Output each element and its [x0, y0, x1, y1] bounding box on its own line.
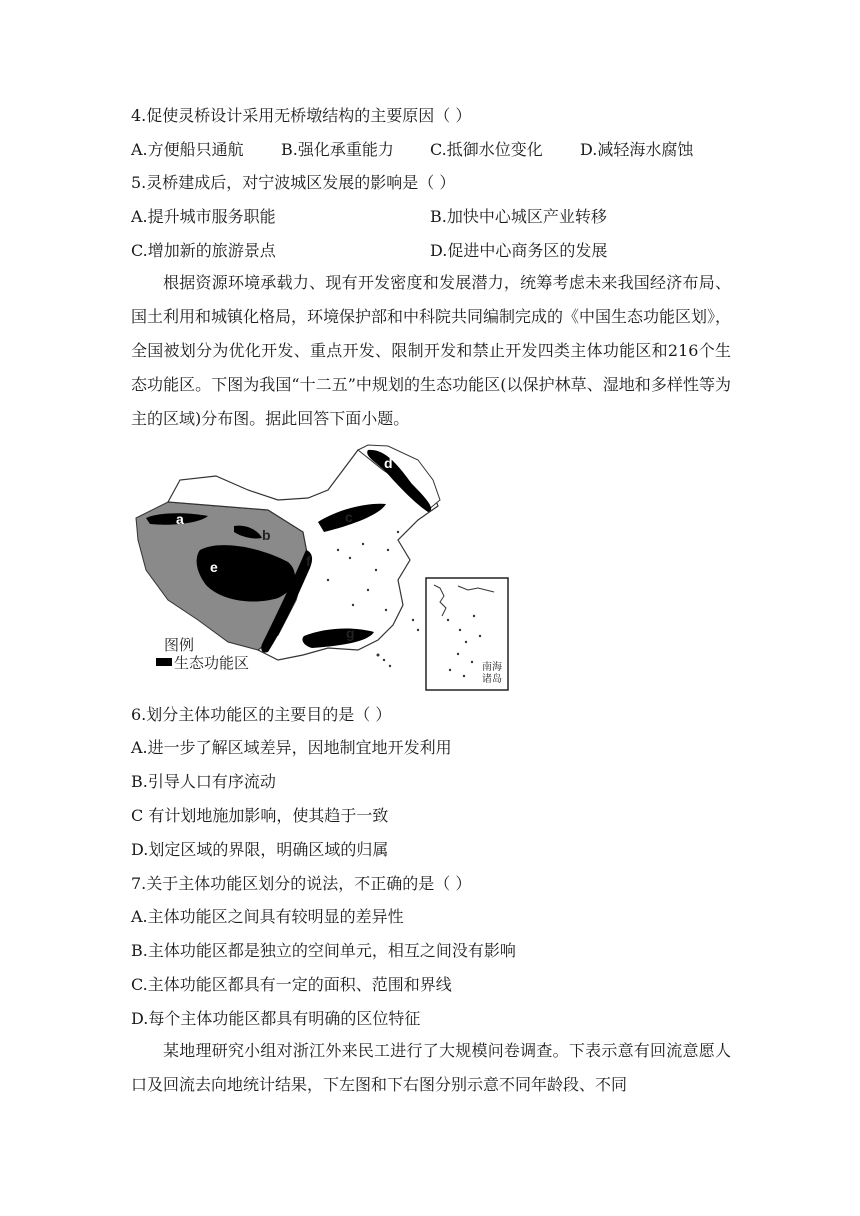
q7-option-c: C.主体功能区都具有一定的面积、范围和界线 [131, 975, 452, 994]
question-5-stem: 5.灵桥建成后，对宁波城区发展的影响是（ ） [131, 173, 456, 192]
q6-option-b: B.引导人口有序流动 [131, 772, 276, 791]
q7-option-d: D.每个主体功能区都具有明确的区位特征 [131, 1009, 421, 1028]
legend-item: 生态功能区 [174, 654, 250, 672]
q4-option-d: D.减轻海水腐蚀 [580, 140, 694, 159]
inset-label-line2: 诸岛 [482, 674, 502, 685]
q5-option-c: C.增加新的旅游景点 [131, 241, 276, 260]
label-f: f [306, 553, 311, 569]
question-6-stem: 6.划分主体功能区的主要目的是（ ） [131, 705, 392, 724]
passage-migrant-survey: 某地理研究小组对浙江外来民工进行了大规模问卷调查。下表示意有回流意愿人口及回流去向地统计结果，下左图和下右图分别示意不同年龄段、不同 [131, 1041, 731, 1094]
china-ecological-zone-map [128, 440, 516, 694]
label-b: b [262, 527, 271, 543]
question-7-stem: 7.关于主体功能区划分的说法，不正确的是（ ） [131, 874, 472, 893]
q5-option-b: B.加快中心城区产业转移 [430, 207, 607, 226]
legend-title: 图例 [164, 636, 195, 654]
label-g: g [346, 625, 355, 641]
q5-option-a: A.提升城市服务职能 [131, 207, 276, 226]
label-d: d [384, 455, 393, 471]
label-e: e [210, 559, 218, 575]
label-c: c [345, 509, 353, 525]
q6-option-d: D.划定区域的界限，明确区域的归属 [131, 840, 389, 859]
q4-option-a: A.方便船只通航 [131, 140, 244, 159]
question-4-stem: 4.促使灵桥设计采用无桥墩结构的主要原因（ ） [131, 106, 472, 125]
q7-option-b: B.主体功能区都是独立的空间单元，相互之间没有影响 [131, 941, 516, 960]
q6-option-c: C 有计划地施加影响，使其趋于一致 [131, 806, 389, 825]
q7-option-a: A.主体功能区之间具有较明显的差异性 [131, 907, 404, 926]
passage-ecological-zones: 根据资源环境承载力、现有开发密度和发展潜力，统筹考虑未来我国经济布局、国土利用和城镇化格局，环境保护部和中科院共同编制完成的《中国生态功能区划》，全国被划分为优化开发、重点开发、限制开发和禁止开发四类主体功能区和216个生态功能区。下图为我国“十二五”中规划的生态功能区(以保护林草、湿地和多样性等为主的区域)分布图。据此回答下面小题。 [131, 273, 732, 428]
label-a: a [176, 511, 184, 527]
inset-label-line1: 南海 [482, 662, 502, 673]
q5-option-d: D.促进中心商务区的发展 [430, 241, 608, 260]
q6-option-a: A.进一步了解区域差异，因地制宜地开发利用 [131, 738, 452, 757]
legend-swatch [156, 658, 172, 666]
q4-option-c: C.抵御水位变化 [430, 140, 543, 159]
q4-option-b: B.强化承重能力 [281, 140, 394, 159]
